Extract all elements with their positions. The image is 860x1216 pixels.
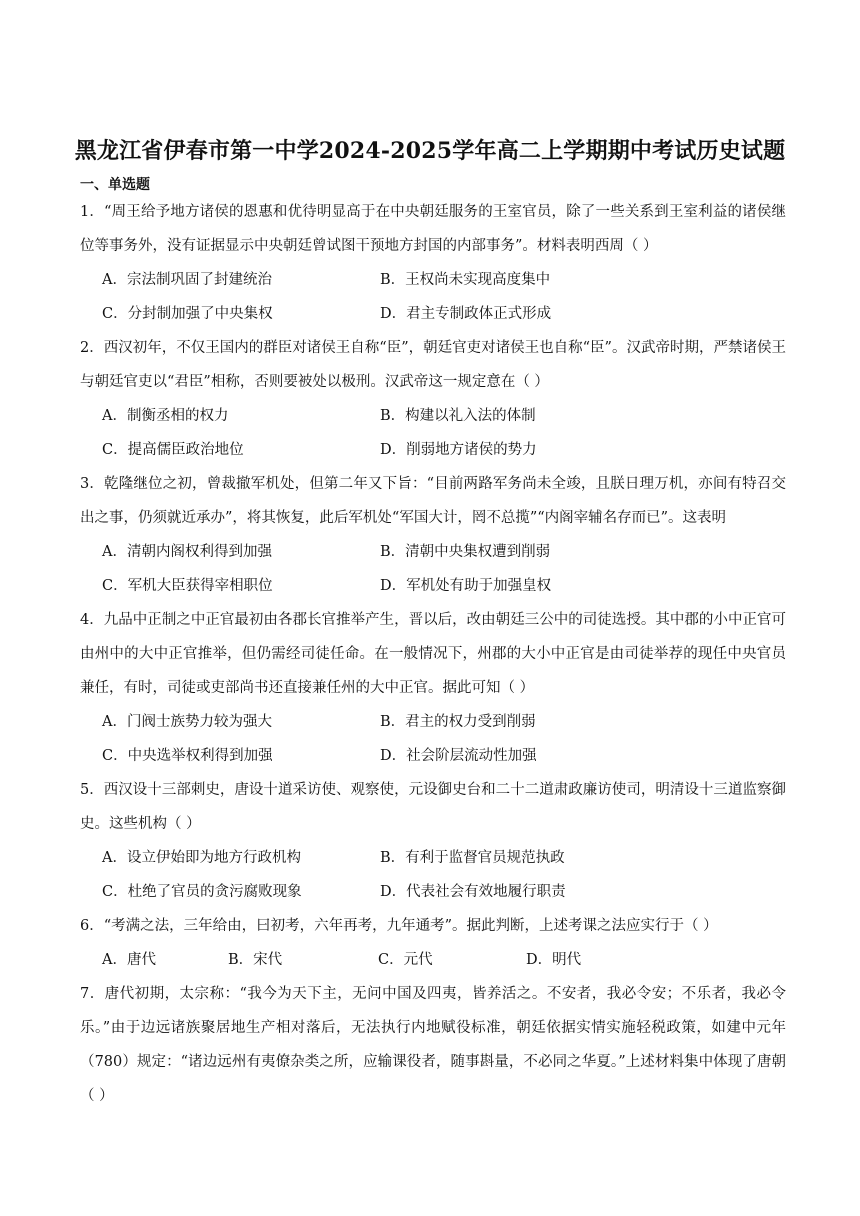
section-heading: 一、单选题 xyxy=(80,177,150,193)
question-6-options-row xyxy=(102,943,782,977)
option-d[interactable]: D．代表社会有效地履行职责 xyxy=(380,884,566,900)
option-a[interactable]: A．门阀士族势力较为强大 xyxy=(102,714,272,730)
question-5-options-row-1 xyxy=(102,841,782,875)
option-d[interactable]: D．社会阶层流动性加强 xyxy=(380,748,537,764)
option-b[interactable]: B．构建以礼入法的体制 xyxy=(380,408,536,424)
option-a[interactable]: A．宗法制巩固了封建统治 xyxy=(102,272,272,288)
question-6-stem: 6．“考满之法，三年给由，曰初考，六年再考，九年通考”。据此判断，上述考课之法应实行于（ ） xyxy=(80,918,718,934)
option-c[interactable]: C．分封制加强了中央集权 xyxy=(102,306,273,322)
option-a[interactable]: A．清朝内阁权利得到加强 xyxy=(102,544,272,560)
option-d[interactable]: D．削弱地方诸侯的势力 xyxy=(380,442,537,458)
question-2-options-row-2 xyxy=(102,433,782,467)
question-3-options-row-2 xyxy=(102,569,782,603)
question-5-options-row-2 xyxy=(102,875,782,909)
question-4-options-row-2 xyxy=(102,739,782,773)
question-1-options-row-2 xyxy=(102,297,782,331)
option-c[interactable]: C．中央选举权利得到加强 xyxy=(102,748,273,764)
question-1-options-row-1 xyxy=(102,263,782,297)
option-a[interactable]: A．制衡丞相的权力 xyxy=(102,408,229,424)
page-title: 黑龙江省伊春市第一中学2024-2025学年高二上学期期中考试历史试题 xyxy=(74,138,786,164)
option-d[interactable]: D．明代 xyxy=(526,952,582,968)
option-c[interactable]: C．杜绝了官员的贪污腐败现象 xyxy=(102,884,302,900)
option-c[interactable]: C．提高儒臣政治地位 xyxy=(102,442,244,458)
option-b[interactable]: B．清朝中央集权遭到削弱 xyxy=(380,544,551,560)
question-5-stem: 5．西汉设十三部刺史，唐设十道采访使、观察使，元设御史台和二十二道肃政廉访使司，明清设十三道监察御史。这些机构（ ） xyxy=(80,782,786,832)
question-2-options-row-1 xyxy=(102,399,782,433)
question-3-options-row-1 xyxy=(102,535,782,569)
question-7-stem: 7．唐代初期，太宗称：“我今为天下主，无问中国及四夷，皆养活之。不安者，我必令安；不乐者，我必令乐。”由于边远诸族聚居地生产相对落后，无法执行内地赋役标准，朝廷依据实情实施轻税政策，如建中元年（780）规定：“诸边远州有夷僚杂类之所，应输课役者，随事斟量，不必同之华夏。”上述材料集中体现了唐朝（ ） xyxy=(80,986,786,1104)
option-b[interactable]: B．王权尚未实现高度集中 xyxy=(380,272,551,288)
option-c[interactable]: C．军机大臣获得宰相职位 xyxy=(102,578,273,594)
question-4-stem: 4．九品中正制之中正官最初由各郡长官推举产生，晋以后，改由朝廷三公中的司徒选授。其中郡的小中正官可由州中的大中正官推举，但仍需经司徒任命。在一般情况下，州郡的大小中正官是由司徒举荐的现任中央官员兼任，有时，司徒或吏部尚书还直接兼任州的大中正官。据此可知（ ） xyxy=(80,612,786,696)
question-4-options-row-1 xyxy=(102,705,782,739)
option-a[interactable]: A．唐代 xyxy=(102,952,156,968)
question-3-stem: 3．乾隆继位之初，曾裁撤军机处，但第二年又下旨：“目前两路军务尚未全竣，且朕日理万机，亦间有特召交出之事，仍须就近承办”，将其恢复，此后军机处“军国大计，罔不总揽”“内阁宰辅名存而已”。这表明 xyxy=(80,476,786,526)
option-b[interactable]: B．有利于监督官员规范执政 xyxy=(380,850,565,866)
option-a[interactable]: A．设立伊始即为地方行政机构 xyxy=(102,850,301,866)
option-b[interactable]: B．君主的权力受到削弱 xyxy=(380,714,536,730)
option-c[interactable]: C．元代 xyxy=(378,952,433,968)
question-1-stem: 1．“周王给予地方诸侯的恩惠和优待明显高于在中央朝廷服务的王室官员，除了一些关系到王室利益的诸侯继位等事务外，没有证据显示中央朝廷曾试图干预地方封国的内部事务”。材料表明西周（ ） xyxy=(80,204,786,254)
question-2-stem: 2．西汉初年，不仅王国内的群臣对诸侯王自称“臣”，朝廷官吏对诸侯王也自称“臣”。汉武帝时期，严禁诸侯王与朝廷官吏以“君臣”相称，否则要被处以极刑。汉武帝这一规定意在（ ） xyxy=(80,340,786,390)
option-b[interactable]: B．宋代 xyxy=(228,952,283,968)
option-d[interactable]: D．军机处有助于加强皇权 xyxy=(380,578,552,594)
option-d[interactable]: D．君主专制政体正式形成 xyxy=(380,306,552,322)
